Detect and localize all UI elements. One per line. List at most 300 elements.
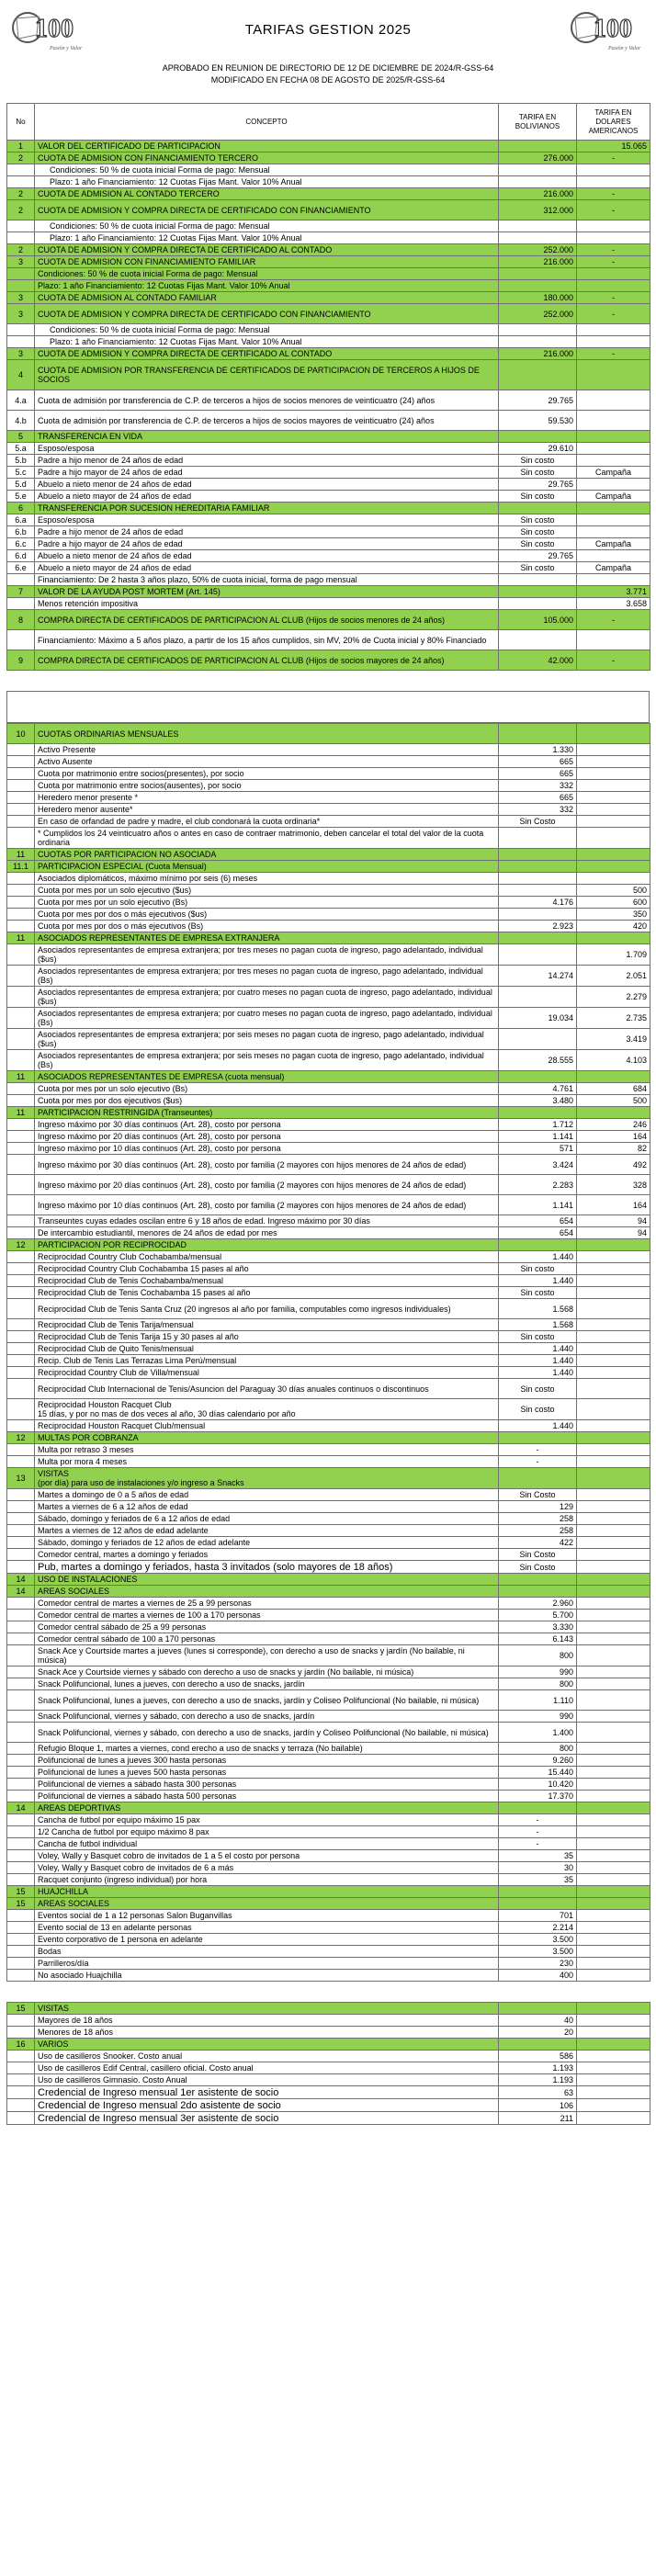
row-number bbox=[7, 1399, 35, 1420]
row-tariff-bs: Sin costo bbox=[499, 562, 577, 574]
row-number bbox=[7, 944, 35, 966]
row-concept: Voley, Wally y Basquet cobro de invitados de 6 a más bbox=[35, 1862, 499, 1874]
row-tariff-usd bbox=[577, 1444, 650, 1456]
col-header-no: No bbox=[7, 104, 35, 141]
table-row bbox=[7, 232, 650, 244]
table-row bbox=[7, 1791, 650, 1802]
table-row bbox=[7, 164, 650, 176]
row-tariff-usd bbox=[577, 2112, 650, 2125]
row-tariff-usd: Campaña bbox=[577, 467, 650, 479]
row-tariff-bs: 10.420 bbox=[499, 1779, 577, 1791]
table-row bbox=[7, 1767, 650, 1779]
row-number bbox=[7, 1029, 35, 1050]
row-tariff-bs: 4.176 bbox=[499, 897, 577, 909]
row-concept: Cuota por mes por dos ejecutivos ($us) bbox=[35, 1095, 499, 1107]
row-tariff-usd bbox=[577, 816, 650, 828]
row-tariff-usd bbox=[577, 2074, 650, 2086]
row-concept: Snack Ace y Courtside martes a jueves (lunes si corresponde), con derecho a uso de snacks y jardín (No bailable, ni música) bbox=[35, 1645, 499, 1666]
row-tariff-usd: 4.103 bbox=[577, 1050, 650, 1071]
row-tariff-usd bbox=[577, 431, 650, 443]
section-separator bbox=[6, 691, 650, 723]
row-tariff-bs: 15.440 bbox=[499, 1767, 577, 1779]
row-tariff-usd: 82 bbox=[577, 1143, 650, 1155]
row-number bbox=[7, 1537, 35, 1549]
row-concept: Ingreso máximo por 30 días continuos (Art. 28), costo por persona bbox=[35, 1119, 499, 1131]
row-number bbox=[7, 1215, 35, 1227]
row-number: 2 bbox=[7, 188, 35, 200]
row-concept: Credencial de Ingreso mensual 1er asistente de socio bbox=[35, 2086, 499, 2099]
table-row bbox=[7, 1633, 650, 1645]
row-number bbox=[7, 1155, 35, 1175]
row-tariff-usd bbox=[577, 1468, 650, 1489]
row-number bbox=[7, 1743, 35, 1755]
row-tariff-usd bbox=[577, 1432, 650, 1444]
row-concept: AREAS DEPORTIVAS bbox=[35, 1802, 499, 1814]
row-tariff-usd bbox=[577, 873, 650, 885]
row-tariff-usd bbox=[577, 1767, 650, 1779]
table-row bbox=[7, 455, 650, 467]
table-row bbox=[7, 1922, 650, 1934]
table-row bbox=[7, 2112, 650, 2125]
row-number: 4.a bbox=[7, 390, 35, 411]
row-tariff-bs bbox=[499, 2039, 577, 2051]
table-row bbox=[7, 491, 650, 503]
row-concept: Reciprocidad Country Club de Villa/mensual bbox=[35, 1367, 499, 1379]
approval-line-1: APROBADO EN REUNION DE DIRECTORIO DE 12 DE DICIEMBRE DE 2024/R-GSS-64 bbox=[162, 63, 494, 73]
row-concept: Snack Polifuncional, lunes a jueves, con derecho a uso de snacks, jardín bbox=[35, 1678, 499, 1690]
row-number bbox=[7, 1008, 35, 1029]
table-row bbox=[7, 1549, 650, 1561]
row-concept: Snack Polifuncional, lunes a jueves, con derecho a uso de snacks, jardín y Coliseo Polifuncional (No bailable, ni música) bbox=[35, 1690, 499, 1711]
table-row bbox=[7, 1690, 650, 1711]
table-row bbox=[7, 1456, 650, 1468]
row-concept: Plazo: 1 año Financiamiento: 12 Cuotas Fijas Mant. Valor 10% Anual bbox=[35, 176, 499, 188]
table-row bbox=[7, 828, 650, 849]
row-concept: Snack Polifuncional, viernes y sábado, con derecho a uso de snacks, jardín y Coliseo Polifuncional (No bailable, ni música) bbox=[35, 1723, 499, 1743]
row-tariff-bs: 216.000 bbox=[499, 256, 577, 268]
row-concept: Abuelo a nieto menor de 24 años de edad bbox=[35, 550, 499, 562]
row-concept: Credencial de Ingreso mensual 2do asistente de socio bbox=[35, 2099, 499, 2112]
table-row bbox=[7, 1367, 650, 1379]
row-number bbox=[7, 574, 35, 586]
row-concept: Ingreso máximo por 20 días continuos (Art. 28), costo por persona bbox=[35, 1131, 499, 1143]
row-tariff-bs: 105.000 bbox=[499, 610, 577, 630]
table-row bbox=[7, 873, 650, 885]
table-row bbox=[7, 598, 650, 610]
table-row bbox=[7, 1723, 650, 1743]
row-number: 2 bbox=[7, 153, 35, 164]
row-tariff-usd: 600 bbox=[577, 897, 650, 909]
row-concept: Evento social de 13 en adelante personas bbox=[35, 1922, 499, 1934]
row-tariff-bs bbox=[499, 1239, 577, 1251]
row-concept: Reciprocidad Country Club Cochabamba/mensual bbox=[35, 1251, 499, 1263]
row-tariff-usd bbox=[577, 1251, 650, 1263]
row-concept: Abuelo a nieto mayor de 24 años de edad bbox=[35, 562, 499, 574]
row-number bbox=[7, 1598, 35, 1610]
table-row bbox=[7, 1331, 650, 1343]
table-row bbox=[7, 897, 650, 909]
row-number: 9 bbox=[7, 650, 35, 671]
row-concept: VISITAS bbox=[35, 2003, 499, 2015]
row-concept: Cuota de admisión por transferencia de C.P. de terceros a hijos de socios mayores de veinticuatro (24) años bbox=[35, 411, 499, 431]
row-tariff-usd: - bbox=[577, 153, 650, 164]
row-tariff-bs bbox=[499, 1029, 577, 1050]
row-tariff-usd bbox=[577, 411, 650, 431]
row-tariff-usd bbox=[577, 1549, 650, 1561]
table-row bbox=[7, 1501, 650, 1513]
table-row bbox=[7, 1444, 650, 1456]
row-concept: CUOTA DE ADMISION Y COMPRA DIRECTA DE CERTIFICADO AL CONTADO bbox=[35, 348, 499, 360]
row-concept: Cuota por mes por un solo ejecutivo (Bs) bbox=[35, 897, 499, 909]
section-header-row bbox=[7, 280, 650, 292]
row-tariff-usd: - bbox=[577, 200, 650, 220]
table-row bbox=[7, 1958, 650, 1970]
row-concept: Comedor central sábado de 25 a 99 personas bbox=[35, 1621, 499, 1633]
row-tariff-usd bbox=[577, 1922, 650, 1934]
row-tariff-bs bbox=[499, 431, 577, 443]
row-tariff-bs: 29.765 bbox=[499, 390, 577, 411]
tariff-table-3 bbox=[6, 2002, 650, 2125]
table-row bbox=[7, 1319, 650, 1331]
row-concept: VALOR DEL CERTIFICADO DE PARTICIPACION bbox=[35, 141, 499, 153]
row-tariff-usd: - bbox=[577, 610, 650, 630]
row-tariff-bs: 665 bbox=[499, 756, 577, 768]
row-number bbox=[7, 2027, 35, 2039]
row-tariff-bs bbox=[499, 630, 577, 650]
row-tariff-usd bbox=[577, 1755, 650, 1767]
section-header-row bbox=[7, 1898, 650, 1910]
table-row bbox=[7, 1143, 650, 1155]
table-row bbox=[7, 467, 650, 479]
row-number bbox=[7, 1456, 35, 1468]
row-concept: Cuota por mes por un solo ejecutivo (Bs) bbox=[35, 1083, 499, 1095]
row-tariff-bs bbox=[499, 1468, 577, 1489]
row-concept: Reciprocidad Club de Tenis Tarija/mensual bbox=[35, 1319, 499, 1331]
row-tariff-bs bbox=[499, 574, 577, 586]
row-tariff-bs: 28.555 bbox=[499, 1050, 577, 1071]
row-tariff-bs: 332 bbox=[499, 780, 577, 792]
row-concept: Asociados representantes de empresa extranjera; por cuatro meses no pagan cuota de ingreso, pago adelantado, individual ($us) bbox=[35, 987, 499, 1008]
row-tariff-usd bbox=[577, 1107, 650, 1119]
row-tariff-usd: 15.065 bbox=[577, 141, 650, 153]
row-number: 6.e bbox=[7, 562, 35, 574]
table-row bbox=[7, 1399, 650, 1420]
row-concept: Menores de 18 años bbox=[35, 2027, 499, 2039]
row-tariff-bs: 1.330 bbox=[499, 744, 577, 756]
row-tariff-usd bbox=[577, 1970, 650, 1982]
row-tariff-usd bbox=[577, 1802, 650, 1814]
table-header-row bbox=[7, 104, 650, 141]
row-concept: Racquet conjunto (ingreso individual) por hora bbox=[35, 1874, 499, 1886]
row-tariff-bs: 1.110 bbox=[499, 1690, 577, 1711]
table-row bbox=[7, 1489, 650, 1501]
row-tariff-bs: Sin costo bbox=[499, 491, 577, 503]
row-concept: Esposo/esposa bbox=[35, 443, 499, 455]
row-tariff-bs: 252.000 bbox=[499, 304, 577, 324]
row-tariff-usd: 2.279 bbox=[577, 987, 650, 1008]
row-number bbox=[7, 1379, 35, 1399]
approval-line-2: MODIFICADO EN FECHA 08 DE AGOSTO DE 2025/R-GSS-64 bbox=[210, 75, 446, 85]
table-row bbox=[7, 2027, 650, 2039]
row-number: 14 bbox=[7, 1802, 35, 1814]
row-number bbox=[7, 324, 35, 336]
table-row bbox=[7, 574, 650, 586]
row-concept: Refugio Bloque 1, martes a viernes, cond erecho a uso de snacks y terraza (No bailable) bbox=[35, 1743, 499, 1755]
row-tariff-usd bbox=[577, 1826, 650, 1838]
table-row bbox=[7, 2086, 650, 2099]
row-tariff-bs: 665 bbox=[499, 768, 577, 780]
row-number bbox=[7, 2051, 35, 2062]
row-tariff-bs bbox=[499, 1574, 577, 1586]
row-number: 6.a bbox=[7, 514, 35, 526]
row-tariff-bs: 2.923 bbox=[499, 921, 577, 932]
row-concept: CUOTA DE ADMISION Y COMPRA DIRECTA DE CERTIFICADO AL CONTADO bbox=[35, 244, 499, 256]
row-tariff-usd bbox=[577, 232, 650, 244]
row-tariff-usd bbox=[577, 724, 650, 744]
row-tariff-usd: 500 bbox=[577, 1095, 650, 1107]
row-tariff-usd bbox=[577, 1666, 650, 1678]
row-tariff-usd bbox=[577, 1379, 650, 1399]
row-tariff-bs: 19.034 bbox=[499, 1008, 577, 1029]
row-tariff-bs: 3.500 bbox=[499, 1934, 577, 1946]
row-number bbox=[7, 1666, 35, 1678]
row-number: 5.e bbox=[7, 491, 35, 503]
row-tariff-usd bbox=[577, 360, 650, 390]
svg-text:Pasión y Valor: Pasión y Valor bbox=[608, 46, 641, 51]
row-tariff-usd bbox=[577, 164, 650, 176]
row-concept: Reciprocidad Club de Tenis Cochabamba/mensual bbox=[35, 1275, 499, 1287]
table-row bbox=[7, 885, 650, 897]
row-number: 6.c bbox=[7, 538, 35, 550]
row-number bbox=[7, 1513, 35, 1525]
row-concept: Comedor central de martes a viernes de 25 a 99 personas bbox=[35, 1598, 499, 1610]
row-tariff-usd bbox=[577, 1850, 650, 1862]
table-row bbox=[7, 744, 650, 756]
row-tariff-bs: Sin costo bbox=[499, 455, 577, 467]
row-concept: Esposo/esposa bbox=[35, 514, 499, 526]
row-number: 11 bbox=[7, 1071, 35, 1083]
row-tariff-usd: 684 bbox=[577, 1083, 650, 1095]
table-row bbox=[7, 1263, 650, 1275]
row-concept: Activo Presente bbox=[35, 744, 499, 756]
section-header-row bbox=[7, 1586, 650, 1598]
page-title: TARIFAS GESTION 2025 bbox=[244, 22, 412, 38]
row-tariff-bs bbox=[499, 885, 577, 897]
row-concept: Comedor central, martes a domingo y feriados bbox=[35, 1549, 499, 1561]
table-row bbox=[7, 1711, 650, 1723]
row-number bbox=[7, 987, 35, 1008]
row-tariff-usd bbox=[577, 1537, 650, 1549]
row-concept: USO DE INSTALACIONES bbox=[35, 1574, 499, 1586]
row-tariff-bs: 29.765 bbox=[499, 479, 577, 491]
section-header-row bbox=[7, 2003, 650, 2015]
row-tariff-bs: 1.440 bbox=[499, 1367, 577, 1379]
row-tariff-bs: 800 bbox=[499, 1743, 577, 1755]
row-concept: VARIOS bbox=[35, 2039, 499, 2051]
table-row bbox=[7, 1910, 650, 1922]
row-tariff-bs: - bbox=[499, 1814, 577, 1826]
row-concept: Plazo: 1 año Financiamiento: 12 Cuotas Fijas Mant. Valor 10% Anual bbox=[35, 280, 499, 292]
row-concept: No asociado Huajchilla bbox=[35, 1970, 499, 1982]
row-tariff-usd bbox=[577, 804, 650, 816]
row-number bbox=[7, 268, 35, 280]
section-header-row bbox=[7, 360, 650, 390]
section-header-row bbox=[7, 292, 650, 304]
row-number bbox=[7, 780, 35, 792]
row-tariff-bs: 40 bbox=[499, 2015, 577, 2027]
row-concept: CUOTAS POR PARTICIPACION NO ASOCIADA bbox=[35, 849, 499, 861]
table-row bbox=[7, 443, 650, 455]
row-concept: En caso de orfandad de padre y madre, el club condonará la cuota ordinaria* bbox=[35, 816, 499, 828]
row-concept: Condiciones: 50 % de cuota inicial Forma de pago: Mensual bbox=[35, 268, 499, 280]
table-row bbox=[7, 1119, 650, 1131]
row-number: 1 bbox=[7, 141, 35, 153]
table-row bbox=[7, 768, 650, 780]
row-concept: VALOR DE LA AYUDA POST MORTEM (Art. 145) bbox=[35, 586, 499, 598]
row-tariff-usd bbox=[577, 390, 650, 411]
row-concept: Financiamiento: Máximo a 5 años plazo, a partir de los 15 años cumplidos, sin MV, 20% de Cuota inicial y 80% Financiado bbox=[35, 630, 499, 650]
row-tariff-bs: 1.568 bbox=[499, 1319, 577, 1331]
table-row bbox=[7, 1029, 650, 1050]
row-concept: Voley, Wally y Basquet cobro de invitados de 1 a 5 el costo por persona bbox=[35, 1850, 499, 1862]
row-number bbox=[7, 1227, 35, 1239]
row-tariff-usd: - bbox=[577, 304, 650, 324]
row-tariff-bs bbox=[499, 932, 577, 944]
row-concept: Parrilleros/día bbox=[35, 1958, 499, 1970]
table-row bbox=[7, 1537, 650, 1549]
row-tariff-bs: Sin costo bbox=[499, 514, 577, 526]
row-concept: Reciprocidad Club de Tenis Tarija 15 y 30 pases al año bbox=[35, 1331, 499, 1343]
row-concept: Evento corporativo de 1 persona en adelante bbox=[35, 1934, 499, 1946]
row-number: 7 bbox=[7, 586, 35, 598]
row-concept: Eventos social de 1 a 12 personas Salon Buganvillas bbox=[35, 1910, 499, 1922]
row-concept: Cuota por mes por un solo ejecutivo ($us) bbox=[35, 885, 499, 897]
row-tariff-usd bbox=[577, 849, 650, 861]
row-tariff-usd bbox=[577, 1331, 650, 1343]
row-tariff-bs bbox=[499, 503, 577, 514]
row-number bbox=[7, 1755, 35, 1767]
row-tariff-usd bbox=[577, 1586, 650, 1598]
row-tariff-usd: 500 bbox=[577, 885, 650, 897]
row-tariff-usd bbox=[577, 1814, 650, 1826]
row-tariff-bs bbox=[499, 873, 577, 885]
table-row bbox=[7, 324, 650, 336]
row-tariff-bs: 1.440 bbox=[499, 1275, 577, 1287]
row-tariff-bs bbox=[499, 586, 577, 598]
table-row bbox=[7, 1215, 650, 1227]
row-tariff-usd bbox=[577, 1263, 650, 1275]
row-tariff-bs: - bbox=[499, 1838, 577, 1850]
row-concept: HUAJCHILLA bbox=[35, 1886, 499, 1898]
table-row bbox=[7, 1343, 650, 1355]
row-number bbox=[7, 1083, 35, 1095]
row-tariff-bs: 312.000 bbox=[499, 200, 577, 220]
row-number bbox=[7, 280, 35, 292]
row-concept: Asociados representantes de empresa extranjera; por cuatro meses no pagan cuota de ingreso, pago adelantado, individual (Bs) bbox=[35, 1008, 499, 1029]
row-number bbox=[7, 1958, 35, 1970]
row-number bbox=[7, 2086, 35, 2099]
row-tariff-usd bbox=[577, 2086, 650, 2099]
row-tariff-usd bbox=[577, 780, 650, 792]
row-tariff-bs: 1.141 bbox=[499, 1195, 577, 1215]
row-tariff-bs: 800 bbox=[499, 1645, 577, 1666]
row-number bbox=[7, 1621, 35, 1633]
row-tariff-usd bbox=[577, 932, 650, 944]
row-number bbox=[7, 630, 35, 650]
row-number bbox=[7, 1525, 35, 1537]
row-tariff-usd bbox=[577, 1456, 650, 1468]
row-tariff-bs bbox=[499, 232, 577, 244]
table-row bbox=[7, 2099, 650, 2112]
row-tariff-bs: 2.214 bbox=[499, 1922, 577, 1934]
row-tariff-usd bbox=[577, 176, 650, 188]
row-tariff-usd bbox=[577, 1501, 650, 1513]
row-number: 4 bbox=[7, 360, 35, 390]
row-tariff-bs bbox=[499, 280, 577, 292]
table-row bbox=[7, 1379, 650, 1399]
row-number bbox=[7, 897, 35, 909]
section-header-row bbox=[7, 586, 650, 598]
section-header-row bbox=[7, 1886, 650, 1898]
section-header-row bbox=[7, 153, 650, 164]
row-concept: 1/2 Cancha de futbol por equipo máximo 8 pax bbox=[35, 1826, 499, 1838]
row-number bbox=[7, 756, 35, 768]
row-tariff-bs: 216.000 bbox=[499, 188, 577, 200]
row-concept: ASOCIADOS REPRESENTANTES DE EMPRESA EXTRANJERA bbox=[35, 932, 499, 944]
row-number bbox=[7, 1779, 35, 1791]
row-concept: CUOTA DE ADMISION Y COMPRA DIRECTA DE CERTIFICADO CON FINANCIAMIENTO bbox=[35, 304, 499, 324]
row-concept: Asociados representantes de empresa extranjera; por seis meses no pagan cuota de ingreso, pago adelantado, individual ($us) bbox=[35, 1029, 499, 1050]
row-number: 11 bbox=[7, 1107, 35, 1119]
row-concept: TRANSFERENCIA POR SUCESION HEREDITARIA FAMILIAR bbox=[35, 503, 499, 514]
row-tariff-usd: 2.051 bbox=[577, 966, 650, 987]
row-tariff-usd bbox=[577, 1678, 650, 1690]
table-row bbox=[7, 514, 650, 526]
row-number bbox=[7, 909, 35, 921]
section-header-row bbox=[7, 610, 650, 630]
row-tariff-bs: 216.000 bbox=[499, 348, 577, 360]
table-row bbox=[7, 1645, 650, 1666]
row-concept: Cuota por matrimonio entre socios(ausentes), por socio bbox=[35, 780, 499, 792]
row-number bbox=[7, 1711, 35, 1723]
row-tariff-usd bbox=[577, 1779, 650, 1791]
row-tariff-usd bbox=[577, 1743, 650, 1755]
section-header-row bbox=[7, 932, 650, 944]
svg-text:Pasión y Valor: Pasión y Valor bbox=[50, 46, 83, 51]
table-row bbox=[7, 1970, 650, 1982]
table-row bbox=[7, 1610, 650, 1621]
row-tariff-bs: 4.761 bbox=[499, 1083, 577, 1095]
row-tariff-bs: 30 bbox=[499, 1862, 577, 1874]
row-number bbox=[7, 966, 35, 987]
row-tariff-usd bbox=[577, 514, 650, 526]
row-concept: Polifuncional de lunes a jueves 300 hasta personas bbox=[35, 1755, 499, 1767]
table-row bbox=[7, 411, 650, 431]
section-header-row bbox=[7, 503, 650, 514]
row-tariff-usd bbox=[577, 2062, 650, 2074]
row-tariff-bs: 29.610 bbox=[499, 443, 577, 455]
row-tariff-bs bbox=[499, 724, 577, 744]
row-number bbox=[7, 1862, 35, 1874]
row-number bbox=[7, 2099, 35, 2112]
row-tariff-usd bbox=[577, 1910, 650, 1922]
table-row bbox=[7, 1195, 650, 1215]
row-concept: Cancha de futbol individual bbox=[35, 1838, 499, 1850]
row-tariff-bs: 258 bbox=[499, 1525, 577, 1537]
table-row bbox=[7, 1513, 650, 1525]
row-tariff-usd: 492 bbox=[577, 1155, 650, 1175]
table-row bbox=[7, 562, 650, 574]
